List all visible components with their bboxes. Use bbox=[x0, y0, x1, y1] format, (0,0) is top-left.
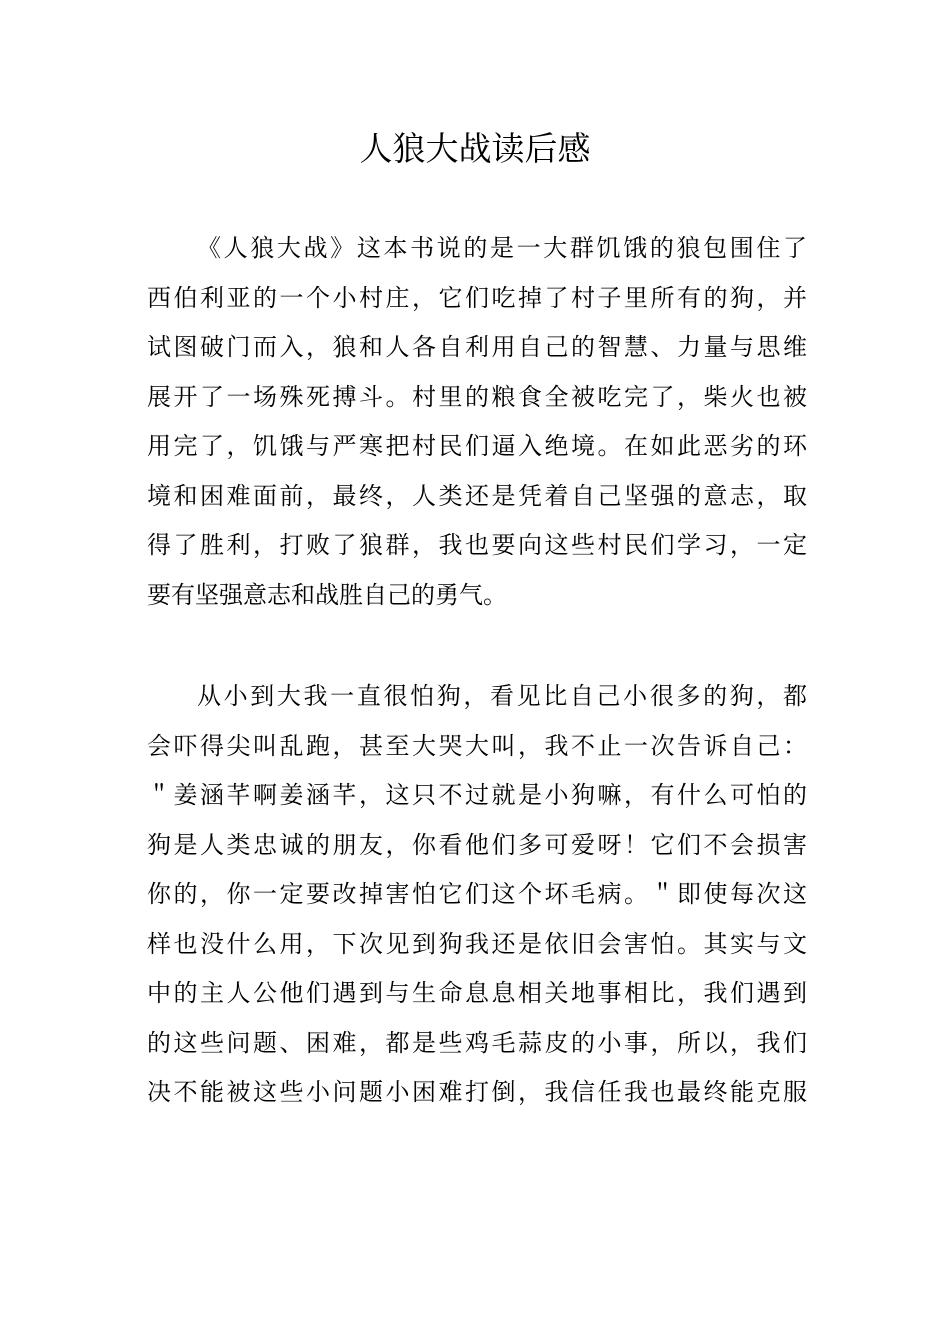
text-line: 得了胜利，打败了狼群，我也要向这些村民们学习，一定 bbox=[147, 531, 807, 559]
text-line: ＂姜涵芊啊姜涵芊，这只不过就是小狗嘛，有什么可怕的 bbox=[147, 781, 807, 809]
text-line: 狗是人类忠诚的朋友，你看他们多可爱呀！它们不会损害 bbox=[147, 830, 807, 859]
paragraph-2 bbox=[147, 672, 807, 1118]
paragraph-1 bbox=[147, 224, 807, 620]
text-line: 你的，你一定要改掉害怕它们这个坏毛病。＂即使每次这 bbox=[147, 880, 807, 908]
text-line: 试图破门而入，狼和人各自利用自己的智慧、力量与思维 bbox=[147, 333, 807, 361]
text-line: 决不能被这些小问题小困难打倒，我信任我也最终能克服 bbox=[147, 1078, 807, 1106]
page-title: 人狼大战读后感 bbox=[359, 129, 591, 168]
text-line: 展开了一场殊死搏斗。村里的粮食全被吃完了，柴火也被 bbox=[147, 382, 807, 411]
text-line: 境和困难面前，最终，人类还是凭着自己坚强的意志，取 bbox=[147, 481, 807, 510]
text-line: 样也没什么用，下次见到狗我还是依旧会害怕。其实与文 bbox=[147, 929, 807, 958]
text-line: 从小到大我一直很怕狗，看见比自己小很多的狗，都 bbox=[197, 682, 807, 710]
text-line: 中的主人公他们遇到与生命息息相关地事相比，我们遇到 bbox=[147, 979, 807, 1007]
text-line: 的这些问题、困难，都是些鸡毛蒜皮的小事，所以，我们 bbox=[147, 1028, 807, 1057]
text-line: 西伯利亚的一个小村庄，它们吃掉了村子里所有的狗，并 bbox=[147, 283, 807, 312]
text-line: 要有坚强意志和战胜自己的勇气。 bbox=[147, 580, 507, 609]
text-line: 会吓得尖叫乱跑，甚至大哭大叫，我不止一次告诉自己： bbox=[147, 731, 807, 760]
text-line: 《人狼大战》这本书说的是一大群饥饿的狼包围住了 bbox=[197, 234, 807, 262]
text-line: 用完了，饥饿与严寒把村民们逼入绝境。在如此恶劣的环 bbox=[147, 432, 807, 460]
